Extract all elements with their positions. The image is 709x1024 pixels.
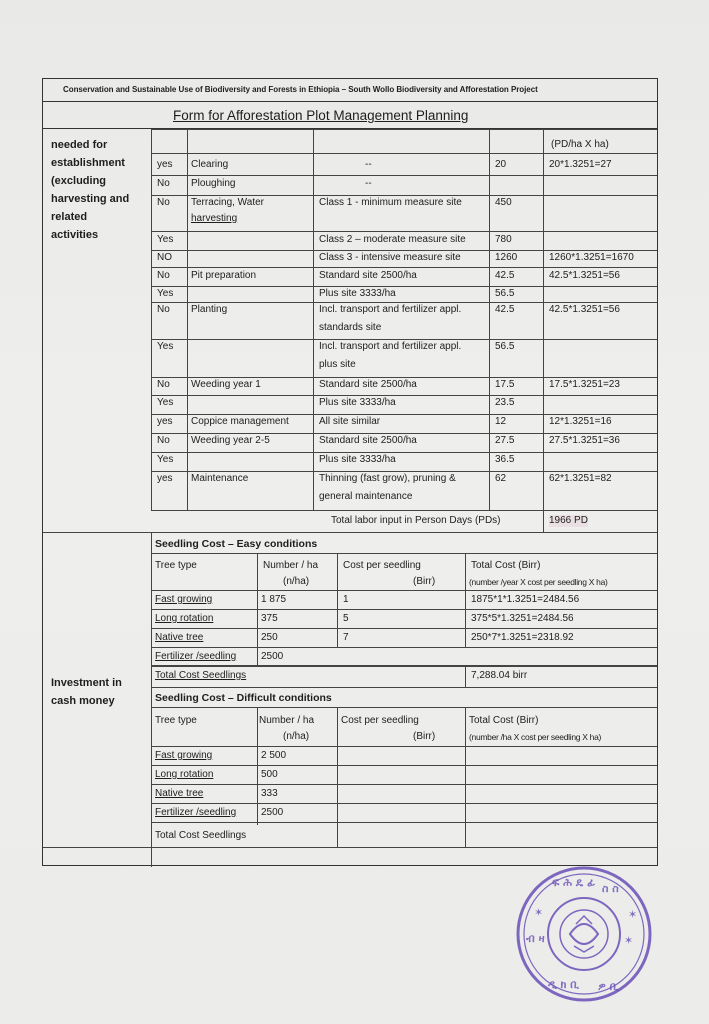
grid-line — [151, 302, 657, 303]
description-cell: plus site — [319, 359, 356, 370]
yes-no-cell: No — [157, 379, 170, 390]
number-cell: 2 500 — [261, 750, 287, 761]
svg-text:✶: ✶ — [534, 906, 544, 919]
person-days-cell: 27.5 — [495, 435, 515, 446]
grid-line — [151, 609, 657, 610]
tree-type-cell: Native tree — [155, 632, 204, 643]
grid-line — [187, 129, 188, 510]
total-labor-label: Total labor input in Person Days (PDs) — [331, 515, 501, 526]
activity-cell: Weeding year 2-5 — [191, 435, 270, 446]
easy-total-label: Total Cost Seedlings — [155, 670, 247, 681]
labor-section-label: harvesting and — [51, 193, 130, 205]
description-cell: Standard site 2500/ha — [319, 435, 417, 446]
form-sheet — [42, 78, 658, 866]
cost-cell: 1 — [343, 594, 349, 605]
description-cell: Plus site 3333/ha — [319, 288, 396, 299]
grid-line — [151, 231, 657, 232]
grid-line — [151, 666, 657, 667]
yes-no-cell: Yes — [157, 288, 174, 299]
activity-cell: Ploughing — [191, 178, 236, 189]
calculation-cell: 12*1.3251=16 — [549, 416, 612, 427]
tree-type-cell: Fertilizer /seedling — [155, 807, 237, 818]
activity-cell: harvesting — [191, 213, 238, 224]
activity-cell: Coppice management — [191, 416, 289, 427]
number-cell: 333 — [261, 788, 278, 799]
person-days-cell: 56.5 — [495, 341, 515, 352]
number-cell: 250 — [261, 632, 278, 643]
grid-line — [151, 414, 657, 415]
col-cost: Cost per seedling — [343, 560, 421, 571]
labor-section-label: needed for — [51, 139, 108, 151]
svg-text:ዎ ቢ: ዎ ቢ — [598, 980, 619, 993]
project-header: Conservation and Sustainable Use of Biodiversity and Forests in Ethiopia – South Wollo Biodiversity and Afforestation Project — [43, 79, 657, 102]
yes-no-cell: No — [157, 304, 170, 315]
description-cell: Standard site 2500/ha — [319, 270, 417, 281]
activity-cell: Maintenance — [191, 473, 249, 484]
unit-note: (PD/ha X ha) — [551, 139, 609, 150]
grid-line — [151, 129, 657, 130]
yes-no-cell: No — [157, 435, 170, 446]
col-number: Number / ha — [259, 715, 315, 726]
grid-line — [151, 471, 657, 472]
grid-line — [151, 395, 657, 396]
grid-line — [151, 195, 657, 196]
yes-no-cell: Yes — [157, 397, 174, 408]
col-tree-type: Tree type — [155, 715, 197, 726]
grid-line — [465, 707, 466, 847]
yes-no-cell: No — [157, 270, 170, 281]
grid-line — [257, 707, 258, 825]
person-days-cell: 20 — [495, 159, 507, 170]
col-total: Total Cost (Birr) — [469, 715, 539, 726]
number-cell: 500 — [261, 769, 278, 780]
svg-text:ፍ ሕ ዴ ፊ: ፍ ሕ ዴ ፊ — [552, 876, 596, 889]
number-cell: 2500 — [261, 807, 284, 818]
description-cell: -- — [365, 159, 372, 170]
description-cell: Plus site 3333/ha — [319, 397, 396, 408]
col-cost: (Birr) — [413, 576, 436, 587]
col-cost: (Birr) — [413, 731, 436, 742]
yes-no-cell: Yes — [157, 341, 174, 352]
tree-type-cell: Native tree — [155, 788, 204, 799]
grid-line — [43, 532, 657, 533]
grid-line — [151, 267, 657, 268]
description-cell: All site similar — [319, 416, 381, 427]
grid-line — [43, 847, 657, 848]
description-cell: Incl. transport and fertilizer appl. — [319, 304, 462, 315]
calculation-cell: 42.5*1.3251=56 — [549, 304, 620, 315]
activity-cell: Clearing — [191, 159, 229, 170]
grid-line — [465, 665, 466, 687]
labor-section-label: activities — [51, 229, 99, 241]
grid-line — [489, 129, 490, 510]
grid-line — [151, 784, 657, 785]
person-days-cell: 12 — [495, 416, 507, 427]
tree-type-cell: Fertilizer /seedling — [155, 651, 237, 662]
cost-cell: 7 — [343, 632, 349, 643]
total-cell: 250*7*1.3251=2318.92 — [471, 632, 574, 643]
col-total: Total Cost (Birr) — [471, 560, 541, 571]
description-cell: Plus site 3333/ha — [319, 454, 396, 465]
labor-section-label: (excluding — [51, 175, 107, 187]
total-cell: 375*5*1.3251=2484.56 — [471, 613, 574, 624]
yes-no-cell: No — [157, 178, 170, 189]
activity-cell: Planting — [191, 304, 228, 315]
grid-line — [151, 129, 152, 510]
yes-no-cell: yes — [157, 473, 173, 484]
svg-text:ዲ ክ ቢ: ዲ ክ ቢ — [548, 978, 579, 991]
grid-line — [151, 175, 657, 176]
yes-no-cell: yes — [157, 159, 173, 170]
number-cell: 375 — [261, 613, 278, 624]
tree-type-cell: Fast growing — [155, 750, 213, 761]
grid-line — [257, 553, 258, 665]
number-cell: 2500 — [261, 651, 284, 662]
grid-line — [151, 628, 657, 629]
grid-line — [151, 532, 152, 867]
grid-line — [151, 707, 657, 708]
person-days-cell: 42.5 — [495, 270, 515, 281]
activity-cell: Weeding year 1 — [191, 379, 261, 390]
grid-line — [151, 339, 657, 340]
grid-line — [337, 707, 338, 847]
grid-line — [151, 665, 657, 666]
grid-line — [151, 433, 657, 434]
grid-line — [151, 647, 657, 648]
grid-line — [151, 452, 657, 453]
description-cell: -- — [365, 178, 372, 189]
person-days-cell: 780 — [495, 234, 512, 245]
col-number: Number / ha — [263, 560, 319, 571]
yes-no-cell: NO — [157, 252, 172, 263]
person-days-cell: 17.5 — [495, 379, 515, 390]
grid-line — [543, 510, 544, 532]
grid-line — [313, 129, 314, 510]
activity-cell: Pit preparation — [191, 270, 257, 281]
description-cell: Class 3 - intensive measure site — [319, 252, 461, 263]
calculation-cell: 27.5*1.3251=36 — [549, 435, 620, 446]
description-cell: standards site — [319, 322, 382, 333]
col-total: (number /ha X cost per seedling X ha) — [469, 732, 602, 742]
description-cell: Class 2 – moderate measure site — [319, 234, 466, 245]
number-cell: 1 875 — [261, 594, 287, 605]
investment-section-label: Investment in — [51, 677, 122, 689]
total-labor-value: 1966 PD — [549, 515, 588, 526]
difficult-total-label: Total Cost Seedlings — [155, 830, 247, 841]
description-cell: Thinning (fast grow), pruning & — [319, 473, 456, 484]
labor-section-label: establishment — [51, 157, 125, 169]
labor-section-label: related — [51, 211, 88, 223]
svg-text:ስ ስ: ስ ስ — [602, 882, 619, 895]
grid-line — [151, 510, 657, 511]
description-cell: Class 1 - minimum measure site — [319, 197, 462, 208]
tree-type-cell: Long rotation — [155, 769, 214, 780]
col-tree-type: Tree type — [155, 560, 197, 571]
easy-conditions-title: Seedling Cost – Easy conditions — [155, 538, 318, 550]
grid-line — [151, 687, 657, 688]
svg-text:✶: ✶ — [628, 908, 638, 921]
svg-text:✶: ✶ — [624, 934, 634, 947]
total-cell: 1875*1*1.3251=2484.56 — [471, 594, 580, 605]
form-title: Form for Afforestation Plot Management Planning — [43, 102, 657, 129]
activity-cell: Terracing, Water — [191, 197, 264, 208]
grid-line — [151, 803, 657, 804]
grid-line — [151, 377, 657, 378]
calculation-cell: 42.5*1.3251=56 — [549, 270, 620, 281]
difficult-conditions-title: Seedling Cost – Difficult conditions — [155, 692, 332, 704]
grid-line — [151, 286, 657, 287]
official-seal-stamp — [512, 862, 656, 1006]
grid-line — [543, 129, 544, 510]
grid-line — [465, 553, 466, 647]
calculation-cell: 17.5*1.3251=23 — [549, 379, 620, 390]
col-number: (n/ha) — [283, 576, 310, 587]
grid-line — [151, 553, 657, 554]
col-cost: Cost per seedling — [341, 715, 419, 726]
person-days-cell: 36.5 — [495, 454, 515, 465]
yes-no-cell: yes — [157, 416, 173, 427]
grid-line — [151, 590, 657, 591]
grid-line — [151, 822, 657, 823]
calculation-cell: 20*1.3251=27 — [549, 159, 612, 170]
person-days-cell: 62 — [495, 473, 507, 484]
grid-line — [337, 553, 338, 647]
person-days-cell: 56.5 — [495, 288, 515, 299]
col-number: (n/ha) — [283, 731, 310, 742]
calculation-cell: 62*1.3251=82 — [549, 473, 612, 484]
person-days-cell: 1260 — [495, 252, 518, 263]
cost-cell: 5 — [343, 613, 349, 624]
yes-no-cell: Yes — [157, 234, 174, 245]
tree-type-cell: Fast growing — [155, 594, 213, 605]
investment-section-label: cash money — [51, 695, 115, 707]
svg-text:ብ ዛ: ብ ዛ — [526, 932, 545, 945]
grid-line — [151, 153, 657, 154]
description-cell: Standard site 2500/ha — [319, 379, 417, 390]
yes-no-cell: No — [157, 197, 170, 208]
description-cell: general maintenance — [319, 491, 413, 502]
tree-type-cell: Long rotation — [155, 613, 214, 624]
yes-no-cell: Yes — [157, 454, 174, 465]
grid-line — [151, 250, 657, 251]
col-total: (number /year X cost per seedling X ha) — [469, 577, 608, 587]
grid-line — [151, 746, 657, 747]
grid-line — [151, 765, 657, 766]
person-days-cell: 450 — [495, 197, 512, 208]
easy-total-value: 7,288.04 birr — [471, 670, 528, 681]
description-cell: Incl. transport and fertilizer appl. — [319, 341, 462, 352]
person-days-cell: 42.5 — [495, 304, 515, 315]
calculation-cell: 1260*1.3251=1670 — [549, 252, 634, 263]
person-days-cell: 23.5 — [495, 397, 515, 408]
